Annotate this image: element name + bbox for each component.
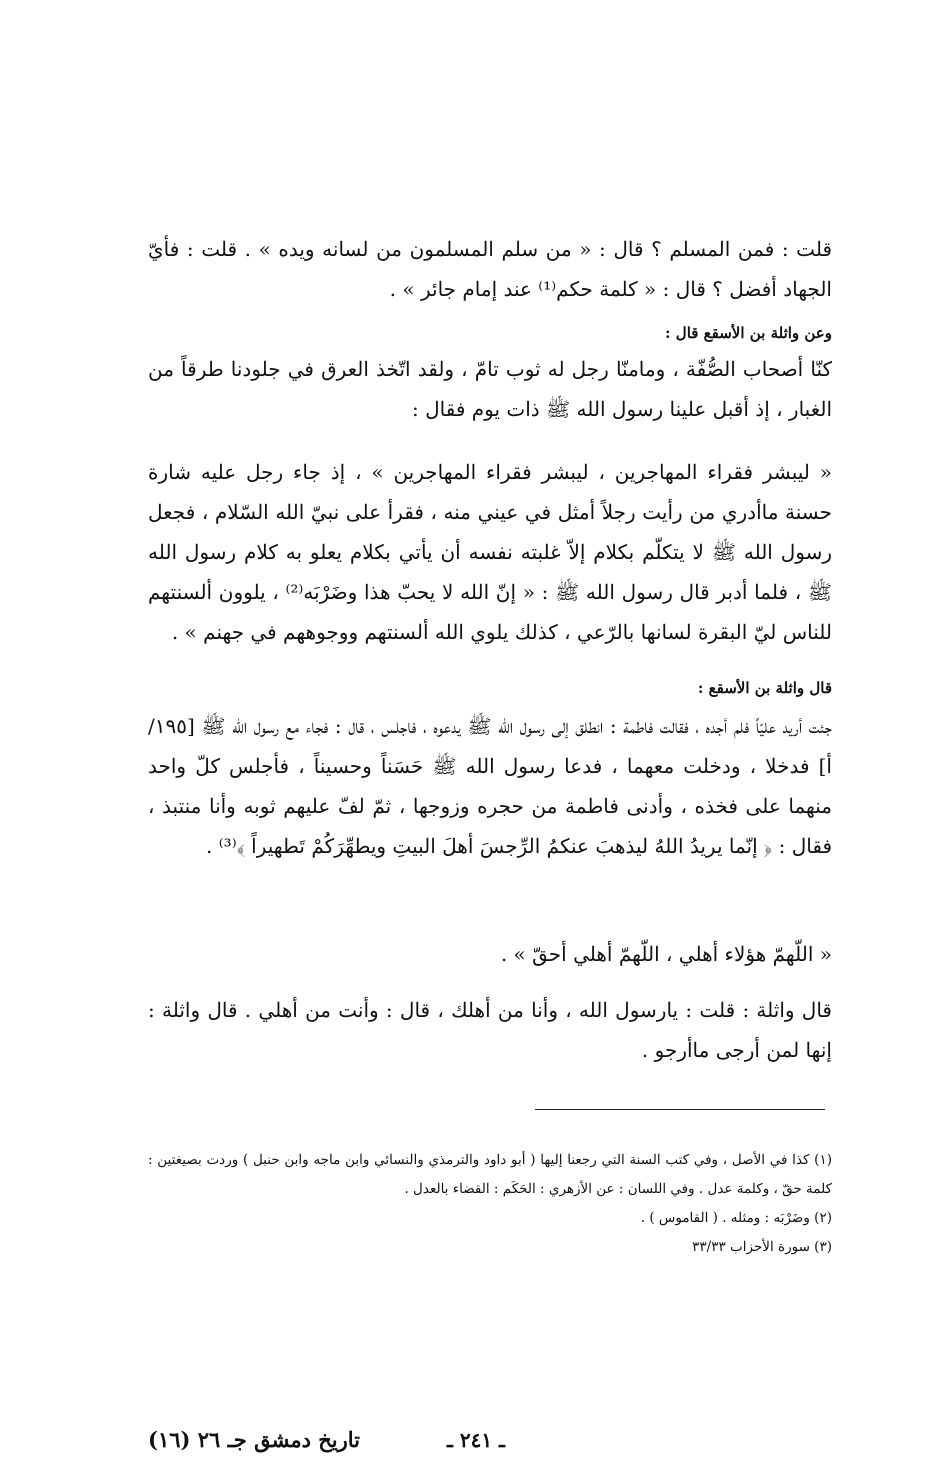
footnotes [148, 1146, 832, 1262]
paragraph-muhajirin: « ليبشر فقراء المهاجرين ، ليبشر فقراء المهاجرين » ، إذ جاء رجل عليه شارة حسنة ماأدري من رأيت رجلاً أمثل في عيني منه ، فقرأ على نبيّ الله السّلام ، فجعل رسول الله ﷺ لا يتكلّم بكلام إلاّ غلبته نفسه أن يأتي بكلام يعلو به كلام رسول الله ﷺ ، فلما أدبر قال رسول الله ﷺ : « إنّ الله لا يحبّ هذا وضَرْبَه⁽²⁾ ، يلوون ألسنتهم للناس ليّ البقرة لسانها بالرّعي ، كذلك يلوي الله ألسنتهم ووجوههم في جهنم » . [148, 460, 832, 644]
footnote-1: (١) كذا في الأصل ، وفي كتب السنة التي رجعنا إليها ( أبو داود والترمذي والنسائي وابن ماجه وابن حنبل ) وردت بصيغتين : كلمة حقّ ، وكلمة عدل . وفي اللسان : عن الأزهري : الحَكَم : القضاء بالعدل . [148, 1152, 832, 1197]
paragraph-ashab-suffa: كنّا أصحاب الصُّفّة ، ومامنّا رجل له ثوب تامّ ، ولقد اتّخذ العرق في جلودنا طرقاً من الغبار ، إذ أقبل علينا رسول الله ﷺ ذات يوم فقال : [148, 357, 832, 421]
section-heading-wathila-1: وعن واثلة بن الأسقع قال : [665, 324, 832, 342]
footnote-2: (٢) وضَرْبَه : ومثله . ( القاموس ) . [640, 1210, 832, 1226]
main-text-block-2 [148, 452, 832, 652]
page-number: ـ ٢٤١ ـ [447, 1428, 505, 1452]
main-text-block-1 [148, 229, 832, 429]
section-heading-wathila-2: قال واثلة بن الأسقع : [697, 679, 832, 697]
paragraph-dua: « اللّهمّ هؤلاء أهلي ، اللّهمّ أهلي أحقّ » . [500, 942, 832, 966]
footnote-separator [535, 1109, 825, 1110]
paragraph-wathila-reply: قال واثلة : قلت : يارسول الله ، وأنا من أهلك ، قال : وأنت من أهلي . قال واثلة : إنها لمن أرجى ماأرجو . [148, 998, 832, 1062]
main-text-block-4 [148, 934, 832, 1070]
paragraph-muslim-question: قلت : فمن المسلم ؟ قال : « من سلم المسلمون من لسانه ويده » . قلت : فأيّ الجهاد أفضل ؟ قال : « كلمة حكم⁽¹⁾ عند إمام جائر » . [148, 237, 832, 301]
footnote-3: (٣) سورة الأحزاب ٣٣/٣٣ [692, 1239, 832, 1255]
paragraph-ahl-al-bayt: جئت أريد عليّاً فلم أجده ، فقالت فاطمة : انطلق إلى رسول الله ﷺ يدعوه ، فاجلس ، قال : فجاء مع رسول الله ﷺ [١٩٥/أ] فدخلا ، ودخلت معهما ، فدعا رسول الله ﷺ حَسَناً وحسيناً ، فأجلس كلّ واحد منهما على فخذه ، وأدنى فاطمة من حجره وزوجها ، ثمّ لفّ عليهم ثوبه وأنا منتبذ ، فقال : ﴿ إنّما يريدُ اللهُ ليذهبَ عنكمُ الرِّجسَ أهلَ البيتِ ويطهِّرَكُمْ تَطهيراً ﴾⁽³⁾ . [148, 714, 832, 858]
running-title: تاريخ دمشق جـ ٢٦ (١٦) [148, 1427, 361, 1452]
main-text-block-3 [148, 674, 832, 866]
